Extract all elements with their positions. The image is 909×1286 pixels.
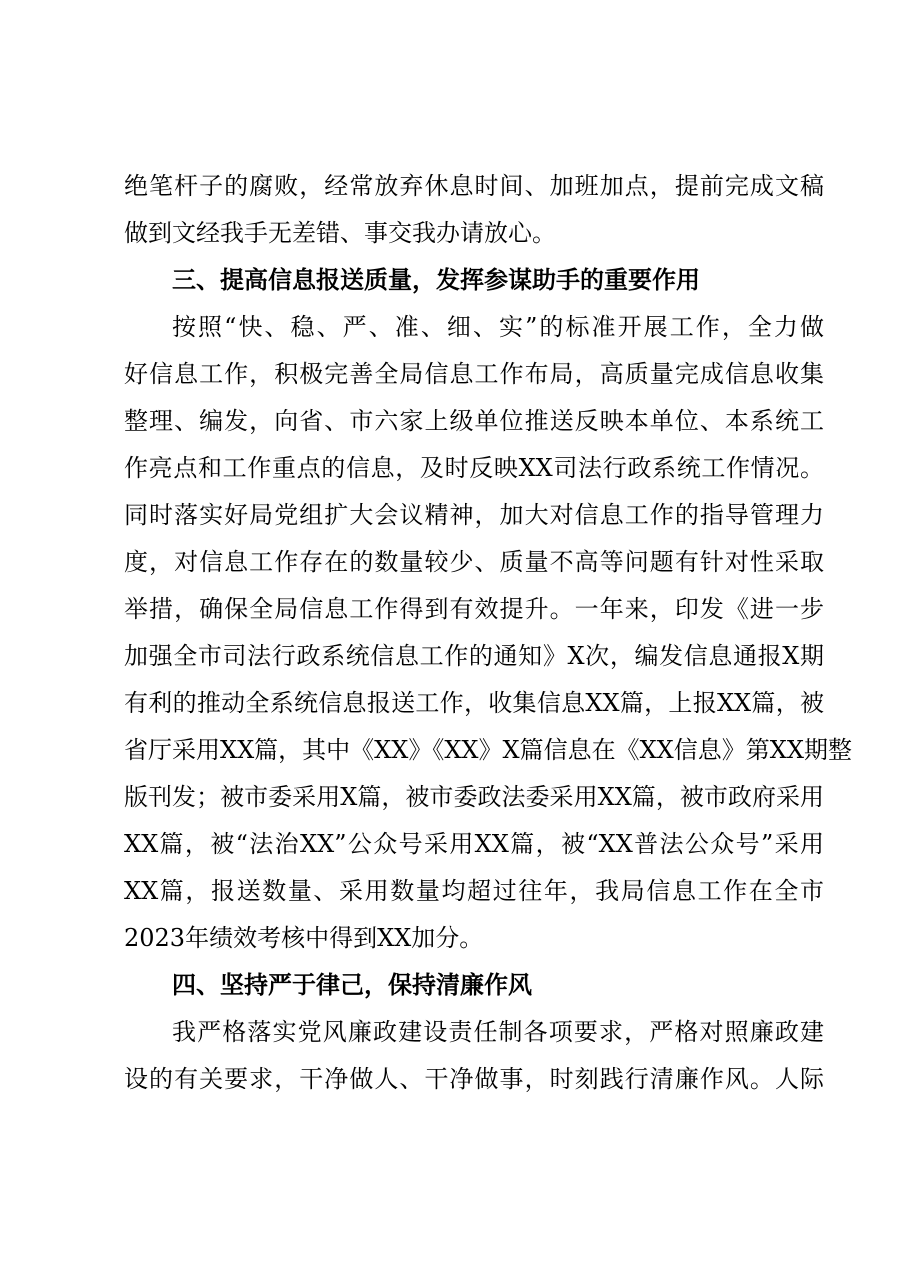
body-text-line: 版刊发；被市委采用X篇，被市委政法委采用XX篇，被市政府采用: [124, 783, 824, 811]
body-text-line: 作亮点和工作重点的信息，及时反映XX司法行政系统工作情况。: [124, 454, 824, 482]
section-heading-3: 三、提高信息报送质量，发挥参谋助手的重要作用: [172, 266, 700, 294]
body-text-line: 整理、编发，向省、市六家上级单位推送反映本单位、本系统工: [124, 407, 824, 435]
body-text-line: 举措，确保全局信息工作得到有效提升。一年来，印发《进一步: [124, 595, 824, 623]
body-text-line: 绝笔杆子的腐败，经常放弃休息时间、加班加点，提前完成文稿: [124, 172, 824, 200]
section-heading-4: 四、坚持严于律己，保持清廉作风: [172, 971, 532, 999]
body-text-line: 做到文经我手无差错、事交我办请放心。: [124, 219, 556, 247]
body-text-line: 加强全市司法行政系统信息工作的通知》X次，编发信息通报X期: [124, 642, 824, 670]
body-text-line: 同时落实好局党组扩大会议精神，加大对信息工作的指导管理力: [124, 501, 824, 529]
body-text-line: 设的有关要求，干净做人、干净做事，时刻践行清廉作风。人际: [124, 1065, 824, 1093]
body-text-line: 度，对信息工作存在的数量较少、质量不高等问题有针对性采取: [124, 548, 824, 576]
body-text-line: XX篇，被“法治XX”公众号采用XX篇，被“XX普法公众号”采用: [124, 830, 824, 858]
body-text-line: 好信息工作，积极完善全局信息工作布局，高质量完成信息收集: [124, 360, 824, 388]
body-text-line: XX篇，报送数量、采用数量均超过往年，我局信息工作在全市: [124, 877, 824, 905]
body-text-line: 我严格落实党风廉政建设责任制各项要求，严格对照廉政建: [172, 1018, 824, 1046]
body-text-line: 按照“快、稳、严、准、细、实”的标准开展工作，全力做: [172, 313, 824, 341]
body-text-line: 省厅采用XX篇，其中《XX》《XX》X篇信息在《XX信息》第XX期整: [124, 736, 852, 764]
body-text-line: 有利的推动全系统信息报送工作，收集信息XX篇，上报XX篇，被: [124, 689, 824, 717]
body-text-line: 2023年绩效考核中得到XX加分。: [124, 924, 484, 952]
